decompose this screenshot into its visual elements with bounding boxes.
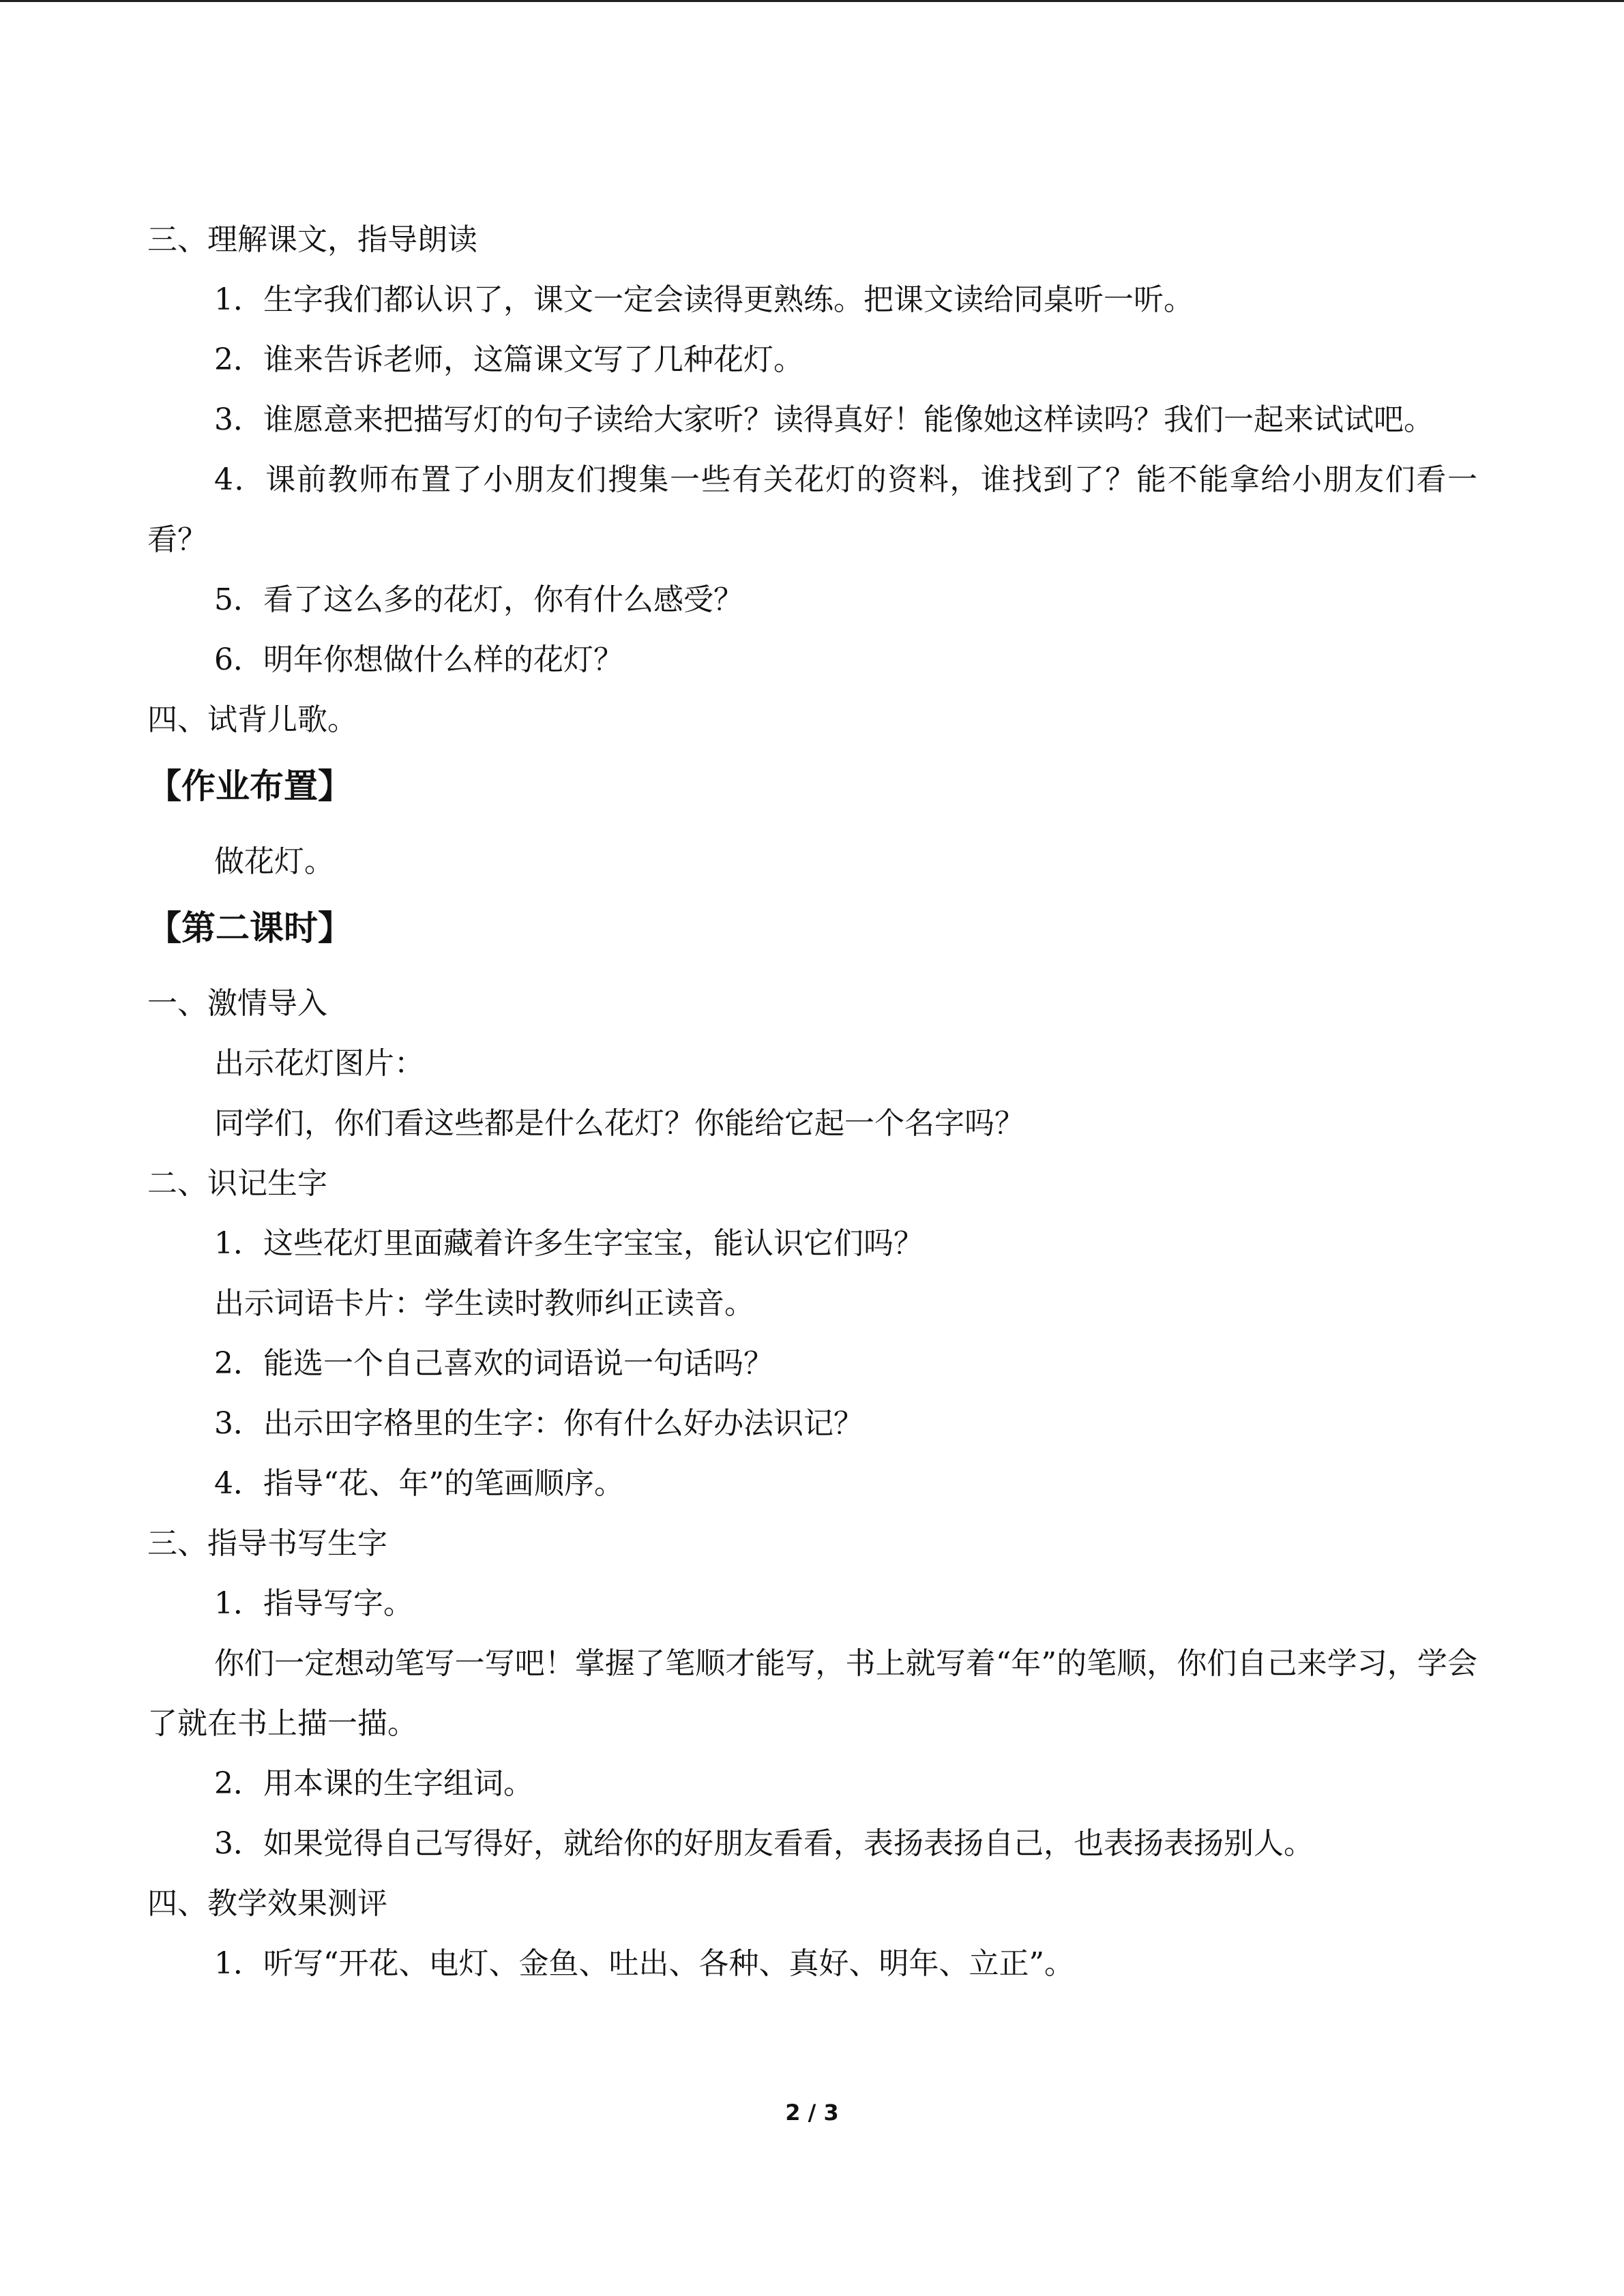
section-title-understand-text: 三、理解课文，指导朗读 <box>147 222 477 257</box>
list-item: 1．指导写字。 <box>214 1586 413 1621</box>
list-item: 你们一定想动笔写一写吧！掌握了笔顺才能写，书上就写着“年”的笔顺，你们自己来学习，学会了就在书上描一描。 <box>147 1646 1478 1741</box>
part-title-assessment: 四、教学效果测评 <box>147 1886 387 1921</box>
list-item: 1．生字我们都认识了，课文一定会读得更熟练。把课文读给同桌听一听。 <box>214 282 1194 317</box>
page-number: 2 / 3 <box>785 2100 839 2126</box>
section-title-recite: 四、试背儿歌。 <box>147 702 357 737</box>
lesson2-heading: 【第二课时】 <box>147 908 352 948</box>
list-item: 2．谁来告诉老师，这篇课文写了几种花灯。 <box>214 342 803 377</box>
list-item: 3．谁愿意来把描写灯的句子读给大家听？读得真好！能像她这样读吗？我们一起来试试吧。 <box>214 402 1434 437</box>
list-item: 4．指导“花、年”的笔画顺序。 <box>214 1466 624 1501</box>
document-page <box>147 210 1477 1994</box>
list-item: 2．能选一个自己喜欢的词语说一句话吗？ <box>214 1346 773 1381</box>
top-border-rule <box>0 0 1624 2</box>
list-item: 3．如果觉得自己写得好，就给你的好朋友看看，表扬表扬自己，也表扬表扬别人。 <box>214 1826 1314 1861</box>
list-item: 4．课前教师布置了小朋友们搜集一些有关花灯的资料，谁找到了？能不能拿给小朋友们看一看？ <box>147 462 1477 557</box>
list-item: 出示词语卡片：学生读时教师纠正读音。 <box>214 1286 754 1321</box>
list-item: 2．用本课的生字组词。 <box>214 1766 533 1801</box>
list-item: 1．这些花灯里面藏着许多生字宝宝，能认识它们吗？ <box>214 1226 924 1261</box>
part-title-intro: 一、激情导入 <box>147 986 327 1021</box>
list-item: 同学们，你们看这些都是什么花灯？你能给它起一个名字吗？ <box>214 1106 1024 1141</box>
list-item: 3．出示田字格里的生字：你有什么好办法识记？ <box>214 1406 863 1441</box>
homework-heading: 【作业布置】 <box>147 766 352 806</box>
list-item: 出示花灯图片： <box>214 1046 424 1081</box>
homework-content: 做花灯。 <box>214 844 334 879</box>
list-item: 5．看了这么多的花灯，你有什么感受？ <box>214 582 743 617</box>
part-title-writing: 三、指导书写生字 <box>147 1526 387 1561</box>
list-item: 6．明年你想做什么样的花灯？ <box>214 642 623 677</box>
part-title-characters: 二、识记生字 <box>147 1166 327 1201</box>
list-item: 1．听写“开花、电灯、金鱼、吐出、各种、真好、明年、立正”。 <box>214 1946 1074 1981</box>
